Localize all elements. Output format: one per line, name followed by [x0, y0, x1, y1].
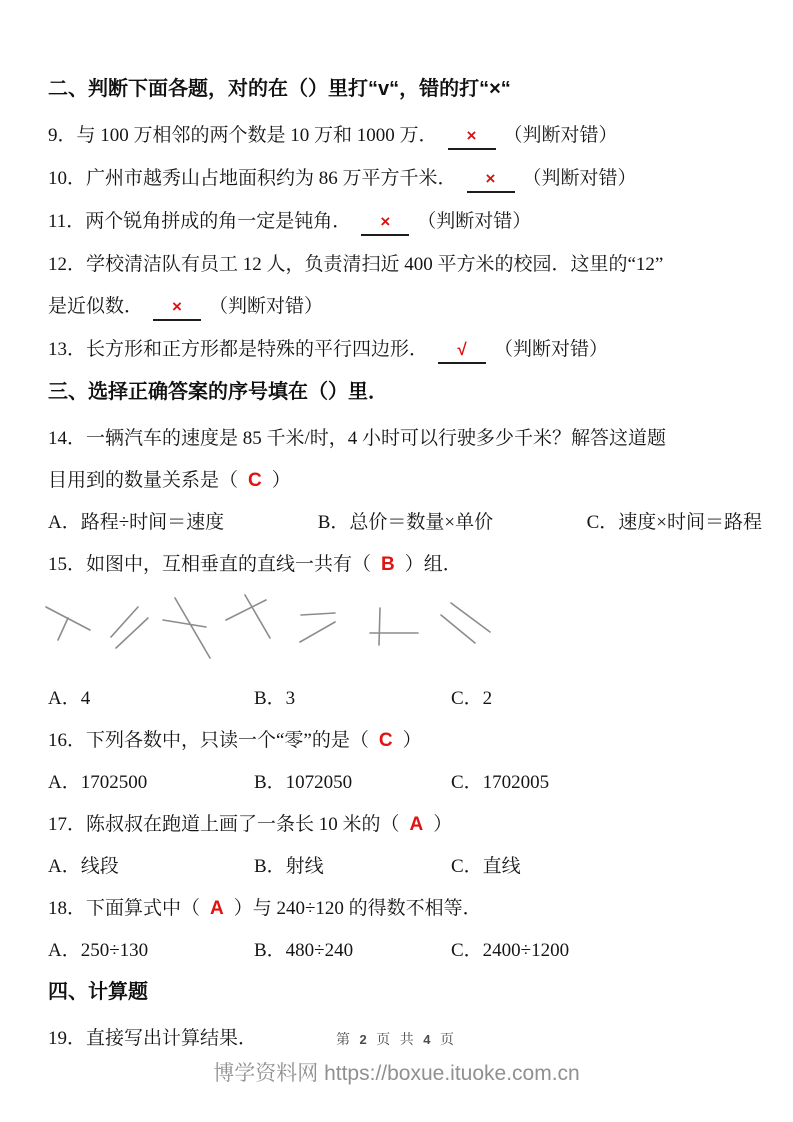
question-18-text-suffix: ）与 240÷120 的得数不相等．	[233, 898, 482, 919]
question-17-option-a: A．线段	[48, 856, 119, 877]
question-18-option-b: B．480÷240	[254, 940, 354, 961]
watermark-site-url: 博学资料网 https://boxue.ituoke.com.cn	[213, 1062, 580, 1085]
question-15-figure	[42, 593, 765, 675]
section-4-heading: 四、计算题	[48, 981, 148, 1003]
question-15-text-suffix: ）组．	[404, 554, 462, 575]
judge-label: （判断对错）	[522, 168, 637, 189]
question-12-answer-blank	[153, 297, 201, 321]
question-17-options	[48, 853, 765, 880]
question-14-option-a: A．路程÷时间＝速度	[48, 512, 225, 533]
question-14-text-line2-suffix: ）	[271, 470, 291, 491]
question-16-options	[48, 769, 765, 796]
question-14-options	[48, 509, 762, 536]
question-11-answer-mark: ×	[380, 212, 391, 231]
question-12-text-line1: 12．学校清洁队有员工 12 人，负责清扫近 400 平方米的校园．这里的“12”	[48, 254, 664, 275]
judge-label: （判断对错）	[503, 125, 618, 146]
page-number-mid: 页 共	[376, 1033, 417, 1048]
question-10-text: 10．广州市越秀山占地面积约为 86 万平方千米．	[48, 168, 457, 189]
question-15	[48, 551, 765, 578]
question-16-answer-letter: C	[378, 730, 393, 751]
question-16-option-b: B．1072050	[254, 772, 353, 793]
judge-label: （判断对错）	[209, 296, 324, 317]
question-15-option-a: A．4	[48, 688, 91, 709]
question-17-option-b: B．射线	[254, 856, 324, 877]
question-11-answer-blank	[361, 212, 409, 236]
question-16-text-suffix: ）	[402, 730, 422, 751]
question-17	[48, 811, 765, 838]
question-18-option-c: C．2400÷1200	[451, 940, 570, 961]
question-12-text-line2: 是近似数．	[48, 296, 144, 317]
question-14-text-line1: 14．一辆汽车的速度是 85 千米/时，4 小时可以行驶多少千米？解答这道题	[48, 428, 667, 449]
question-15-options	[48, 685, 765, 712]
question-16-text-prefix: 16．下列各数中，只读一个“零”的是（	[48, 730, 369, 751]
question-18-options	[48, 937, 765, 964]
page-number-prefix: 第	[336, 1033, 354, 1048]
page-number-suffix: 页	[439, 1033, 457, 1048]
question-14-line2	[48, 467, 765, 494]
total-page-number: 4	[423, 1032, 434, 1047]
question-14-text-line2-prefix: 目用到的数量关系是（	[48, 470, 239, 491]
section-3-heading: 三、选择正确答案的序号填在（）里．	[48, 381, 388, 403]
question-14-option-c: C．速度×时间＝路程	[586, 512, 762, 533]
question-15-text-prefix: 15．如图中，互相垂直的直线一共有（	[48, 554, 372, 575]
current-page-number: 2	[359, 1032, 370, 1047]
question-17-option-c: C．直线	[451, 856, 521, 877]
question-18-text-prefix: 18．下面算式中（	[48, 898, 201, 919]
question-15-option-b: B．3	[254, 688, 296, 709]
page-number-line	[0, 1031, 793, 1050]
question-19-text: 19．直接写出计算结果．	[48, 1028, 258, 1049]
question-9-text: 9．与 100 万相邻的两个数是 10 万和 1000 万．	[48, 125, 438, 146]
question-12-line1	[48, 251, 765, 278]
question-10	[48, 165, 765, 193]
question-14-line1	[48, 425, 765, 452]
question-9	[48, 122, 765, 150]
question-12-answer-mark: ×	[172, 297, 182, 316]
question-13-answer-mark: √	[457, 340, 467, 359]
question-15-answer-letter: B	[381, 554, 395, 575]
question-16-option-a: A．1702500	[48, 772, 148, 793]
question-16-option-c: C．1702005	[451, 772, 550, 793]
question-18-option-a: A．250÷130	[48, 940, 149, 961]
question-14-answer-letter: C	[248, 470, 262, 491]
question-9-answer-blank	[448, 126, 496, 150]
question-11	[48, 208, 765, 236]
question-15-option-c: C．2	[451, 688, 493, 709]
judge-label: （判断对错）	[417, 211, 532, 232]
question-13-answer-blank	[438, 340, 486, 364]
question-13-text: 13．长方形和正方形都是特殊的平行四边形．	[48, 339, 429, 360]
judge-label: （判断对错）	[494, 339, 609, 360]
question-18	[48, 895, 765, 922]
question-17-text-prefix: 17．陈叔叔在跑道上画了一条长 10 米的（	[48, 814, 400, 835]
question-10-answer-blank	[467, 169, 515, 193]
question-10-answer-mark: ×	[485, 169, 496, 188]
question-11-text: 11．两个锐角拼成的角一定是钝角．	[48, 211, 352, 232]
question-17-answer-letter: A	[409, 814, 424, 835]
question-16	[48, 727, 765, 754]
question-14-option-b: B．总价＝数量×单价	[317, 512, 494, 533]
question-12-line2	[48, 293, 765, 321]
section-2-heading: 二、判断下面各题，对的在（）里打“v“，错的打“×“	[48, 78, 511, 100]
lines-figure-svg	[42, 593, 512, 673]
question-13	[48, 336, 765, 364]
question-9-answer-mark: ×	[466, 126, 477, 145]
question-18-answer-letter: A	[210, 898, 224, 919]
question-17-text-suffix: ）	[433, 814, 453, 835]
